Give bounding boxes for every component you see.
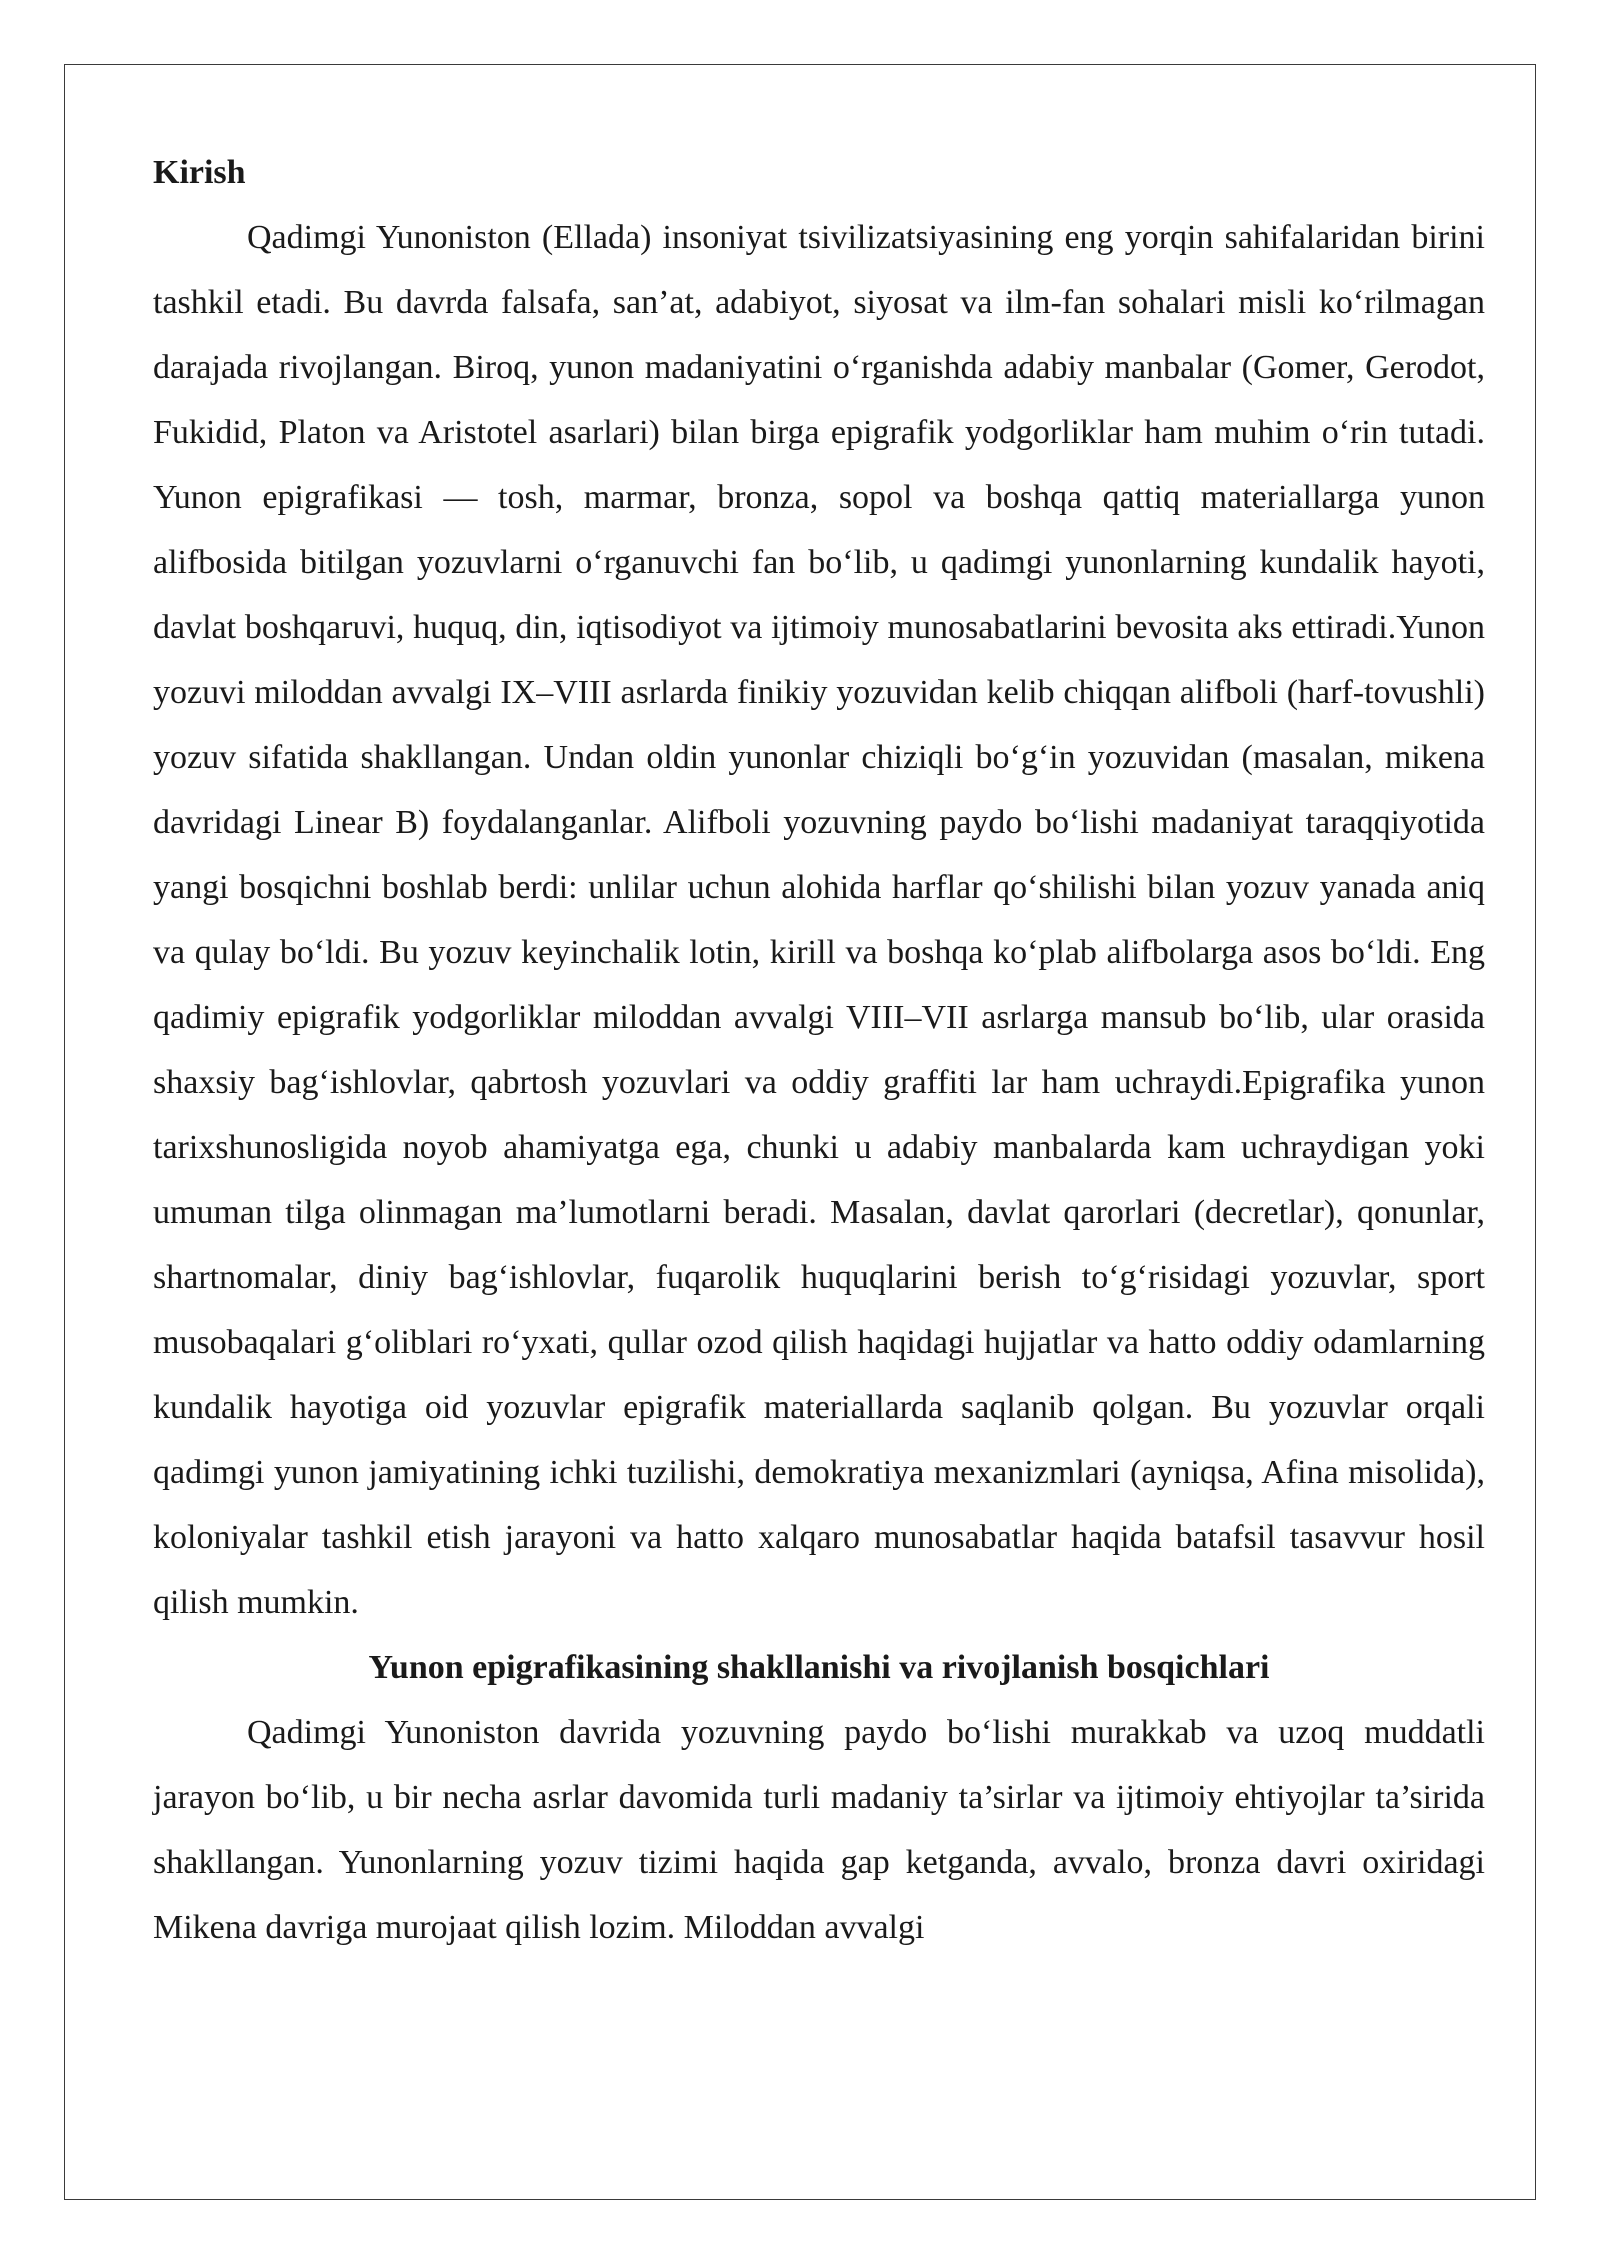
document-body <box>153 140 1485 1960</box>
intro-heading: Kirish <box>153 154 246 191</box>
section-paragraph: Qadimgi Yunoniston davrida yozuvning paydo bo‘lishi murakkab va uzoq muddatli jarayon bo‘lib, u bir necha asrlar davomida turli madaniy ta’sirlar va ijtimoiy ehtiyojlar ta’sirida shakllangan. Yunonlarning yozuv tizimi haqida gap ketganda, avvalo, bronza davri oxiridagi Mikena davriga murojaat qilish lozim. Miloddan avvalgi <box>153 1714 1485 1946</box>
intro-paragraph: Qadimgi Yunoniston (Ellada) insoniyat tsivilizatsiyasining eng yorqin sahifalaridan birini tashkil etadi. Bu davrda falsafa, san’at, adabiyot, siyosat va ilm-fan sohalari misli ko‘rilmagan darajada rivojlangan. Biroq, yunon madaniyatini o‘rganishda adabiy manbalar (Gomer, Gerodot, Fukidid, Platon va Aristotel asarlari) bilan birga epigrafik yodgorliklar ham muhim o‘rin tutadi. Yunon epigrafikasi — tosh, marmar, bronza, sopol va boshqa qattiq materiallarga yunon alifbosida bitilgan yozuvlarni o‘rganuvchi fan bo‘lib, u qadimgi yunonlarning kundalik hayoti, davlat boshqaruvi, huquq, din, iqtisodiyot va ijtimoiy munosabatlarini bevosita aks ettiradi.Yunon yozuvi miloddan avvalgi IX–VIII asrlarda finikiy yozuvidan kelib chiqqan alifboli (harf-tovushli) yozuv sifatida shakllangan. Undan oldin yunonlar chiziqli bo‘g‘in yozuvidan (masalan, mikena davridagi Linear B) foydalanganlar. Alifboli yozuvning paydo bo‘lishi madaniyat taraqqiyotida yangi bosqichni boshlab berdi: unlilar uchun alohida harflar qo‘shilishi bilan yozuv yanada aniq va qulay bo‘ldi. Bu yozuv keyinchalik lotin, kirill va boshqa ko‘plab alifbolarga asos bo‘ldi. Eng qadimiy epigrafik yodgorliklar miloddan avvalgi VIII–VII asrlarga mansub bo‘lib, ular orasida shaxsiy bag‘ishlovlar, qabrtosh yozuvlari va oddiy graffiti lar ham uchraydi.Epigrafika yunon tarixshunosligida noyob ahamiyatga ega, chunki u adabiy manbalarda kam uchraydigan yoki umuman tilga olinmagan ma’lumotlarni beradi. Masalan, davlat qarorlari (decretlar), qonunlar, shartnomalar, diniy bag‘ishlovlar, fuqarolik huquqlarini berish to‘g‘risidagi yozuvlar, sport musobaqalari g‘oliblari ro‘yxati, qullar ozod qilish haqidagi hujjatlar va hatto oddiy odamlarning kundalik hayotiga oid yozuvlar epigrafik materiallarda saqlanib qolgan. Bu yozuvlar orqali qadimgi yunon jamiyatining ichki tuzilishi, demokratiya mexanizmlari (ayniqsa, Afina misolida), koloniyalar tashkil etish jarayoni va hatto xalqaro munosabatlar haqida batafsil tasavvur hosil qilish mumkin. <box>153 219 1485 1621</box>
section-heading: Yunon epigrafikasining shakllanishi va rivojlanish bosqichlari <box>368 1649 1270 1686</box>
